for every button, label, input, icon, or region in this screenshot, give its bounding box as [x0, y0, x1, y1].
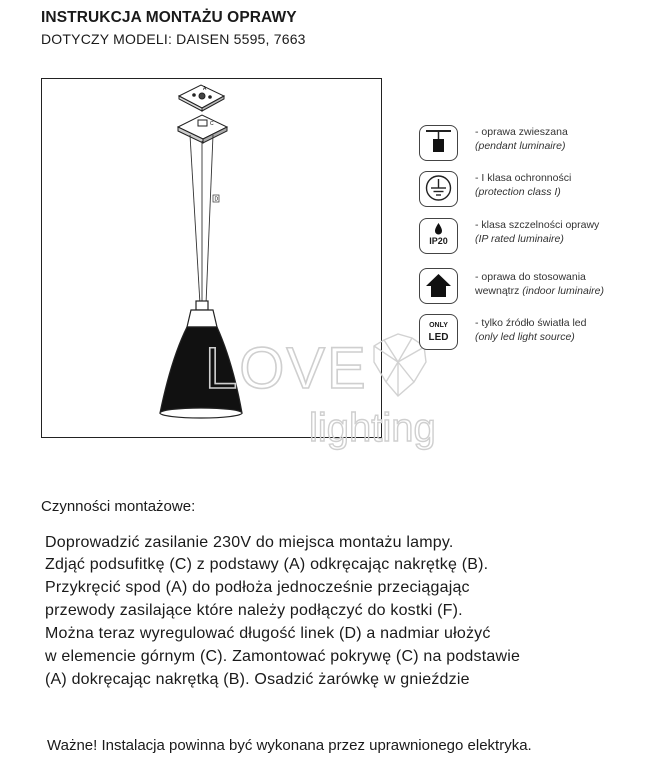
label-a: A [203, 86, 207, 92]
label-d: D [214, 196, 219, 203]
house-icon [420, 269, 457, 303]
ip20-icon-box [419, 218, 458, 254]
canopy [178, 115, 227, 143]
label-c: C [210, 121, 214, 127]
warning-note: Ważne! Instalacja powinna być wykonana przez uprawnionego elektryka. [47, 737, 532, 754]
only-badge: ONLY [429, 322, 448, 329]
led-badge: LED [428, 332, 449, 343]
pendant-icon [420, 126, 457, 160]
legend-pendant: - oprawa zwieszana (pendant luminaire) [475, 126, 568, 152]
pendant-icon-box [419, 125, 458, 161]
droplet-icon [420, 221, 457, 237]
legend-led: - tylko źródło światła led (only led light source) [475, 317, 587, 343]
page-subtitle: DOTYCZY MODELI: DAISEN 5595, 7663 [41, 31, 306, 47]
legend-indoor: - oprawa do stosowania wewnątrz (indoor luminaire) [475, 271, 604, 297]
ceiling-plate [179, 85, 224, 111]
ground-icon [420, 172, 457, 206]
instruction-line: (A) dokręcając nakrętką (B). Osadzić żarówkę w gnieździe [45, 671, 470, 688]
lamp-diagram [42, 79, 383, 439]
ground-icon-box [419, 171, 458, 207]
instructions-title: Czynności montażowe: [41, 498, 196, 515]
legend-ground: - I klasa ochronności (protection class I) [475, 172, 572, 198]
watermark-love: LOVE [205, 336, 368, 401]
suspension-cables [190, 135, 213, 304]
instruction-line: Przykręcić spod (A) do podłoża jednocześnie przeciągając [45, 579, 470, 596]
instruction-line: Można teraz wyregulować długość linek (D) a nadmiar ułożyć [45, 625, 491, 642]
watermark-lighting: lighting [309, 406, 436, 450]
lampshade [160, 301, 242, 418]
instruction-line: w elemencie górnym (C). Zamontować pokrywę (C) na podstawie [45, 648, 521, 665]
legend-ip: - klasa szczelności oprawy (IP rated luminaire) [475, 219, 600, 245]
ip20-badge: IP20 [429, 236, 448, 246]
instruction-line: Doprowadzić zasilanie 230V do miejsca montażu lampy. [45, 534, 454, 551]
diagram-frame [41, 78, 382, 438]
instruction-line: Zdjąć podsufitkę (C) z podstawy (A) odkręcając nakrętkę (B). [45, 556, 489, 573]
house-icon-box [419, 268, 458, 304]
only-led-icon-box [419, 314, 458, 350]
page-title: INSTRUKCJA MONTAŻU OPRAWY [41, 9, 297, 26]
instruction-line: przewody zasilające które należy podłączyć do kostki (F). [45, 602, 463, 619]
